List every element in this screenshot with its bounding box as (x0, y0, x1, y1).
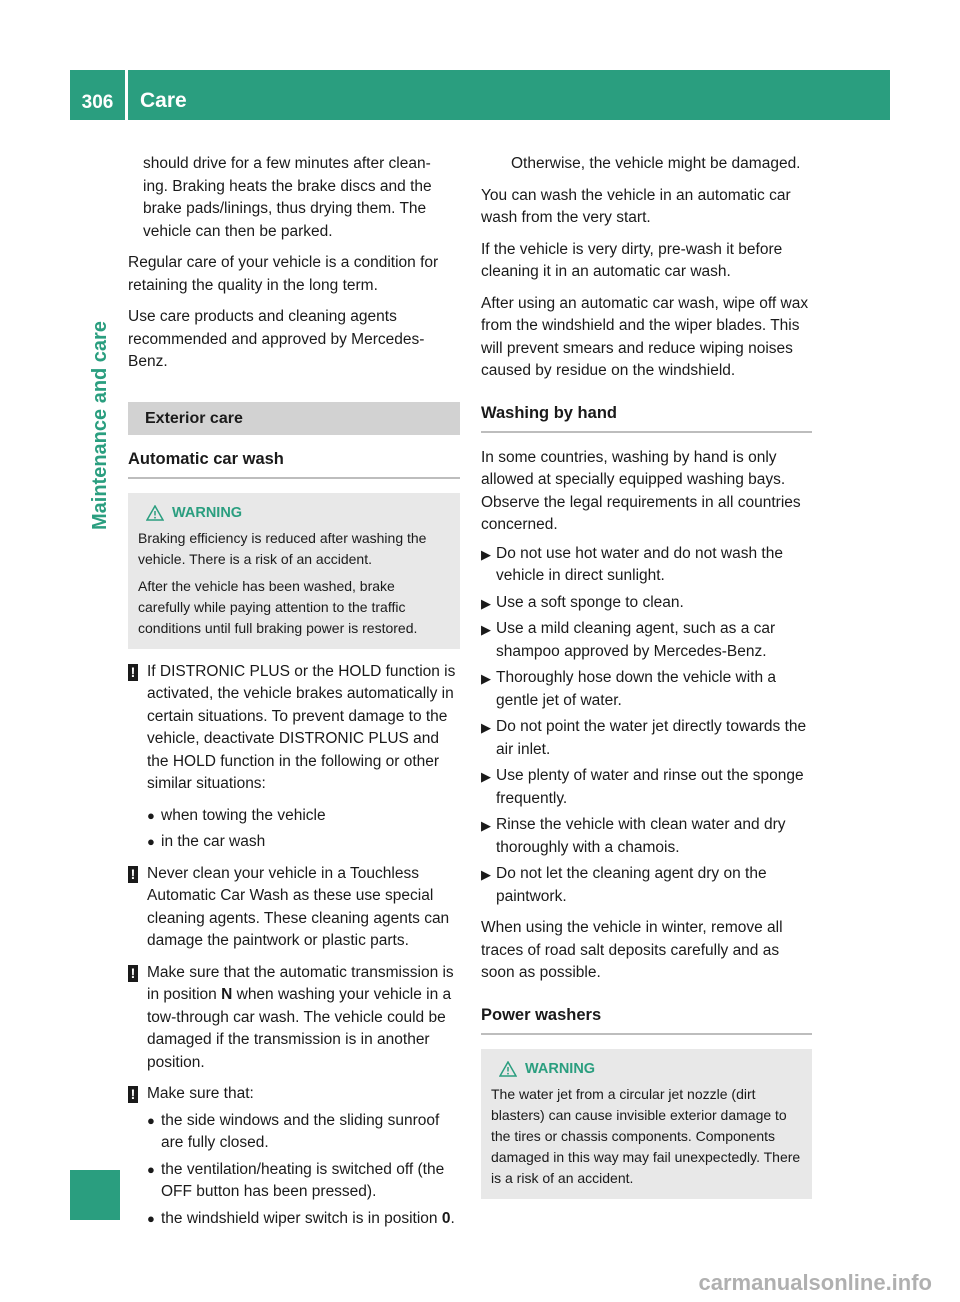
continued-text (128, 153, 460, 243)
warning-text: After the vehicle has been washed, brake carefully while paying attention to the traffic conditions until full braking power is restored. (138, 577, 418, 636)
paragraph: Regular care of your vehicle is a condition for retaining the quality in the long term. (128, 254, 439, 294)
page-number: 306 (81, 92, 114, 113)
notice (128, 962, 460, 1075)
step-text: Do not use hot water and do not wash the vehicle in direct sunlight. (496, 544, 783, 584)
page-title: Care (140, 89, 187, 112)
notice (128, 1083, 460, 1106)
list-item (128, 1208, 460, 1231)
step-item (481, 543, 812, 588)
list-item (128, 1159, 460, 1204)
warning-title: WARNING (525, 1060, 596, 1077)
continued-line: ing. Braking heats the brake discs and the (143, 177, 432, 195)
notice (128, 863, 460, 953)
step-item (481, 863, 812, 908)
step-text: Use plenty of water and rinse out the sponge frequently. (496, 767, 804, 807)
side-tab-square (70, 1170, 120, 1220)
notice-text: If DISTRONIC PLUS or the HOLD function is activated, the vehicle brakes automatically in certain situations. To prevent damage to the vehicle, deactivate DISTRONIC PLUS and the HOLD function in the following or other similar situations: (147, 662, 456, 792)
list-item-text: . (450, 1209, 455, 1227)
step-text: Thoroughly hose down the vehicle with a gentle jet of water. (496, 669, 777, 709)
step-item (481, 765, 812, 810)
arrow-right-icon: ▶ (481, 595, 491, 611)
bullet-icon: ● (147, 834, 155, 849)
notice-text: Make sure that the automatic transmission is in position (147, 963, 454, 1003)
subheading: Automatic car wash (128, 447, 460, 479)
list-item (128, 805, 460, 828)
notice (128, 661, 460, 796)
exclamation-icon: ! (128, 866, 138, 883)
arrow-right-icon: ▶ (481, 622, 491, 637)
paragraph: When using the vehicle in winter, remove all traces of road salt deposits carefully and as soon as possible. (481, 919, 783, 981)
bullet-icon: ● (147, 807, 155, 823)
arrow-right-icon: ▶ (481, 818, 491, 833)
paragraph: In some countries, washing by hand is only allowed at specially equipped washing bays. Observe the legal requirements in all countries concerned. (481, 448, 801, 533)
right-column (481, 153, 812, 1211)
list-item (128, 1110, 460, 1155)
arrow-right-icon: ▶ (481, 720, 491, 735)
paragraph: If the vehicle is very dirty, pre-wash it before cleaning it in an automatic car wash. (481, 240, 783, 280)
step-item (481, 716, 812, 761)
step-text: Do not let the cleaning agent dry on the paintwork. (496, 865, 767, 905)
continued-line: should drive for a few minutes after clean- (143, 155, 431, 172)
warning-header (491, 1059, 802, 1079)
step-item (481, 667, 812, 712)
bullet-icon: ● (147, 1112, 155, 1128)
warning-triangle-icon (146, 505, 164, 521)
paragraph: After using an automatic car wash, wipe off wax from the windshield and the wiper blades. This will prevent smears and reduce wiping noises caused by residue on the windshield. (481, 294, 809, 379)
list-item (128, 831, 460, 854)
step-item (481, 592, 812, 615)
subheading: Power washers (481, 1003, 812, 1035)
exclamation-icon: ! (128, 965, 138, 982)
exclamation-icon: ! (128, 1086, 138, 1103)
warning-text: Braking efficiency is reduced after washing the vehicle. There is a risk of an accident. (138, 529, 427, 567)
list-item-text: the ventilation/heating is switched off (the OFF button has been pressed). (161, 1160, 445, 1200)
gear-position: N (221, 986, 233, 1003)
arrow-right-icon: ▶ (481, 546, 491, 562)
header-bar (70, 70, 890, 120)
arrow-right-icon: ▶ (481, 769, 491, 784)
bullet-icon: ● (147, 1210, 155, 1226)
step-item (481, 814, 812, 859)
warning-text: The water jet from a circular jet nozzle (dirt blasters) can cause invisible exterior damage to the tires or chassis components. Components damaged in this way may fail unexpectedly. There is a risk of an accident. (491, 1085, 801, 1186)
arrow-right-icon: ▶ (481, 867, 491, 882)
continued-line: brake pads/linings, thus drying them. The (143, 200, 427, 217)
warning-title: WARNING (172, 504, 243, 521)
warning-triangle-icon (499, 1061, 517, 1077)
warning-box (481, 1049, 812, 1199)
step-item (481, 618, 812, 663)
switch-position: 0 (441, 1209, 451, 1227)
paragraph: Use care products and cleaning agents recommended and approved by Mercedes-Benz. (128, 308, 425, 370)
list-item-text: the windshield wiper switch is in position (161, 1209, 438, 1227)
notice-text: Never clean your vehicle in a Touchless Automatic Car Wash as these use special cleaning agents. These cleaning agents can damage the paintwork or plastic parts. (147, 864, 450, 949)
warning-header (138, 503, 450, 523)
step-text: Do not point the water jet directly towards the air inlet. (496, 718, 807, 758)
header-divider (125, 70, 128, 120)
watermark: carmanualsonline.info (698, 1270, 932, 1295)
list-item-text: the side windows and the sliding sunroof are fully closed. (161, 1111, 440, 1151)
warning-box (128, 493, 460, 649)
step-text: Use a mild cleaning agent, such as a car shampoo approved by Mercedes-Benz. (496, 620, 776, 660)
continued-text: Otherwise, the vehicle might be damaged. (511, 155, 801, 172)
step-text: Rinse the vehicle with clean water and dry thoroughly with a chamois. (496, 816, 786, 856)
step-text: Use a soft sponge to clean. (496, 593, 684, 611)
notice-text: when washing your vehicle in a tow-through car wash. The vehicle could be damaged if the transmission is in another position. (147, 986, 452, 1071)
arrow-right-icon: ▶ (481, 671, 491, 686)
exclamation-icon: ! (128, 664, 138, 681)
notice-text: Make sure that: (147, 1085, 254, 1102)
subheading: Washing by hand (481, 401, 812, 433)
paragraph: You can wash the vehicle in an automatic car wash from the very start. (481, 186, 791, 226)
section-heading: Exterior care (128, 402, 460, 435)
side-tab-label: Maintenance and care (89, 321, 111, 530)
left-column (128, 153, 460, 1234)
list-item-text: when towing the vehicle (161, 806, 326, 824)
list-item-text: in the car wash (161, 833, 266, 850)
bullet-icon: ● (147, 1161, 155, 1177)
continued-line: vehicle can then be parked. (143, 222, 333, 240)
